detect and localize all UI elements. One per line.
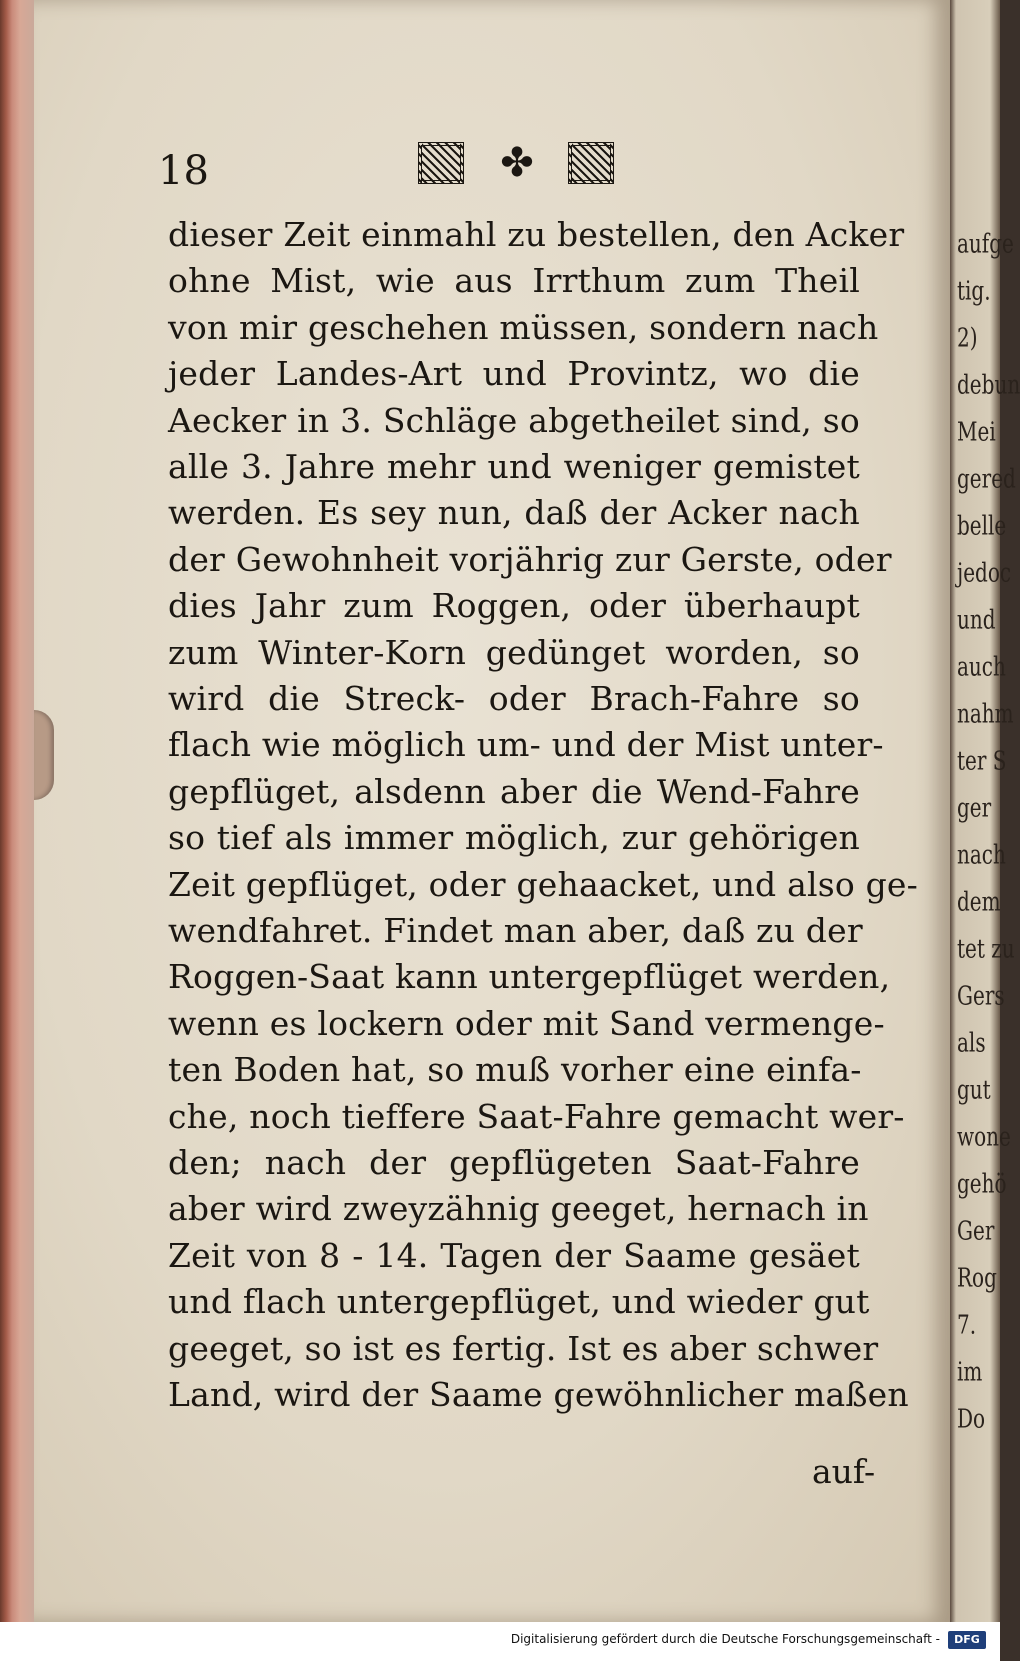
text-line: wenn es lockern oder mit Sand vermenge- <box>168 1003 885 1043</box>
text-line: Zeit gepflüget, oder gehaacket, und also ge- <box>168 864 918 904</box>
next-page-text: dem <box>957 886 1001 918</box>
page-clip <box>34 710 54 800</box>
text-line: wird die Streck- oder Brach-Fahre so <box>168 679 860 718</box>
next-page-text: jedoc <box>957 557 1012 589</box>
text-line: dies Jahr zum Roggen, oder überhaupt <box>168 586 860 626</box>
next-page-text: wone <box>957 1121 1011 1153</box>
dfg-logo: DFG <box>948 1631 986 1649</box>
ornament-flower-icon: ✤ <box>500 140 534 186</box>
next-page-text: und <box>957 604 996 636</box>
next-page-text: tet zu <box>957 933 1015 965</box>
footer-bar <box>0 1622 1000 1661</box>
ornament-left <box>418 138 464 188</box>
next-page-text: tig. <box>957 275 991 307</box>
next-page-text: 2) <box>957 322 978 354</box>
ornament-center <box>492 138 542 188</box>
next-page-text: Gers <box>957 980 1005 1012</box>
catchword: auf- <box>812 1452 876 1491</box>
next-page-text: nach <box>957 839 1006 871</box>
next-page-text: auch <box>957 651 1006 683</box>
next-page-text: Rog <box>957 1262 997 1294</box>
text-line: Aecker in 3. Schläge abgetheilet sind, so <box>168 400 860 440</box>
text-line: wendfahret. Findet man aber, daß zu der <box>168 911 863 950</box>
next-page-text: nahm <box>957 698 1014 730</box>
text-line: ten Boden hat, so muß vorher eine einfa- <box>168 1050 862 1090</box>
next-page-text: gered <box>957 463 1016 495</box>
text-line: flach wie möglich um- und der Mist unter- <box>168 725 884 765</box>
text-line: werden. Es sey nun, daß der Acker nach <box>168 493 860 533</box>
text-line: ohne Mist, wie aus Irrthum zum Theil <box>168 261 860 301</box>
text-line: den; nach der gepflügeten Saat-Fahre <box>168 1143 860 1182</box>
text-line: dieser Zeit einmahl zu bestellen, den Acker <box>168 215 905 254</box>
next-page-text: aufge <box>957 228 1014 260</box>
ornament-square-icon <box>418 142 464 184</box>
text-line: che, noch tieffere Saat-Fahre gemacht wer- <box>168 1096 905 1136</box>
next-page-text: Do <box>957 1403 986 1435</box>
next-page-text: ger <box>957 792 992 824</box>
text-line: und flach untergepflüget, und wieder gut <box>168 1282 870 1322</box>
next-page-text: gehö <box>957 1168 1007 1200</box>
next-page-text: im <box>957 1356 983 1388</box>
next-page-fragment <box>955 0 1020 1622</box>
next-page-text: belle <box>957 510 1007 542</box>
text-line: geeget, so ist es fertig. Ist es aber schwer <box>168 1328 879 1368</box>
text-line: aber wird zweyzähnig geeget, hernach in <box>168 1189 869 1229</box>
next-page-text: als <box>957 1027 986 1059</box>
text-line: so tief als immer möglich, zur gehörigen <box>168 818 860 858</box>
text-line: gepflüget, alsdenn aber die Wend-Fahre <box>168 771 860 811</box>
book-edge <box>0 0 34 1661</box>
text-line: Land, wird der Saame gewöhnlicher maßen <box>168 1375 909 1414</box>
text-line: zum Winter-Korn gedünget worden, so <box>168 632 860 672</box>
next-page-text: debun <box>957 369 1020 401</box>
text-line: alle 3. Jahre mehr und weniger gemistet <box>168 447 860 486</box>
page-number: 18 <box>158 148 209 194</box>
next-page-text: Mei <box>957 416 996 448</box>
next-page-text: ter S <box>957 745 1007 777</box>
ornament-square-icon <box>568 142 614 184</box>
text-line: Zeit von 8 - 14. Tagen der Saame gesäet <box>168 1235 860 1275</box>
text-line: von mir geschehen müssen, sondern nach <box>168 307 879 347</box>
text-line: jeder Landes-Art und Provintz, wo die <box>168 354 860 394</box>
next-page-text: Ger <box>957 1215 995 1247</box>
ornament-right <box>568 138 614 188</box>
next-page-text: 7. <box>957 1309 977 1341</box>
funding-credit: Digitalisierung gefördert durch die Deutsche Forschungsgemeinschaft - <box>510 1632 940 1646</box>
text-line: der Gewohnheit vorjährig zur Gerste, oder <box>168 539 892 579</box>
text-line: Roggen-Saat kann untergepflüget werden, <box>168 957 891 997</box>
next-page-text: gut <box>957 1074 991 1106</box>
